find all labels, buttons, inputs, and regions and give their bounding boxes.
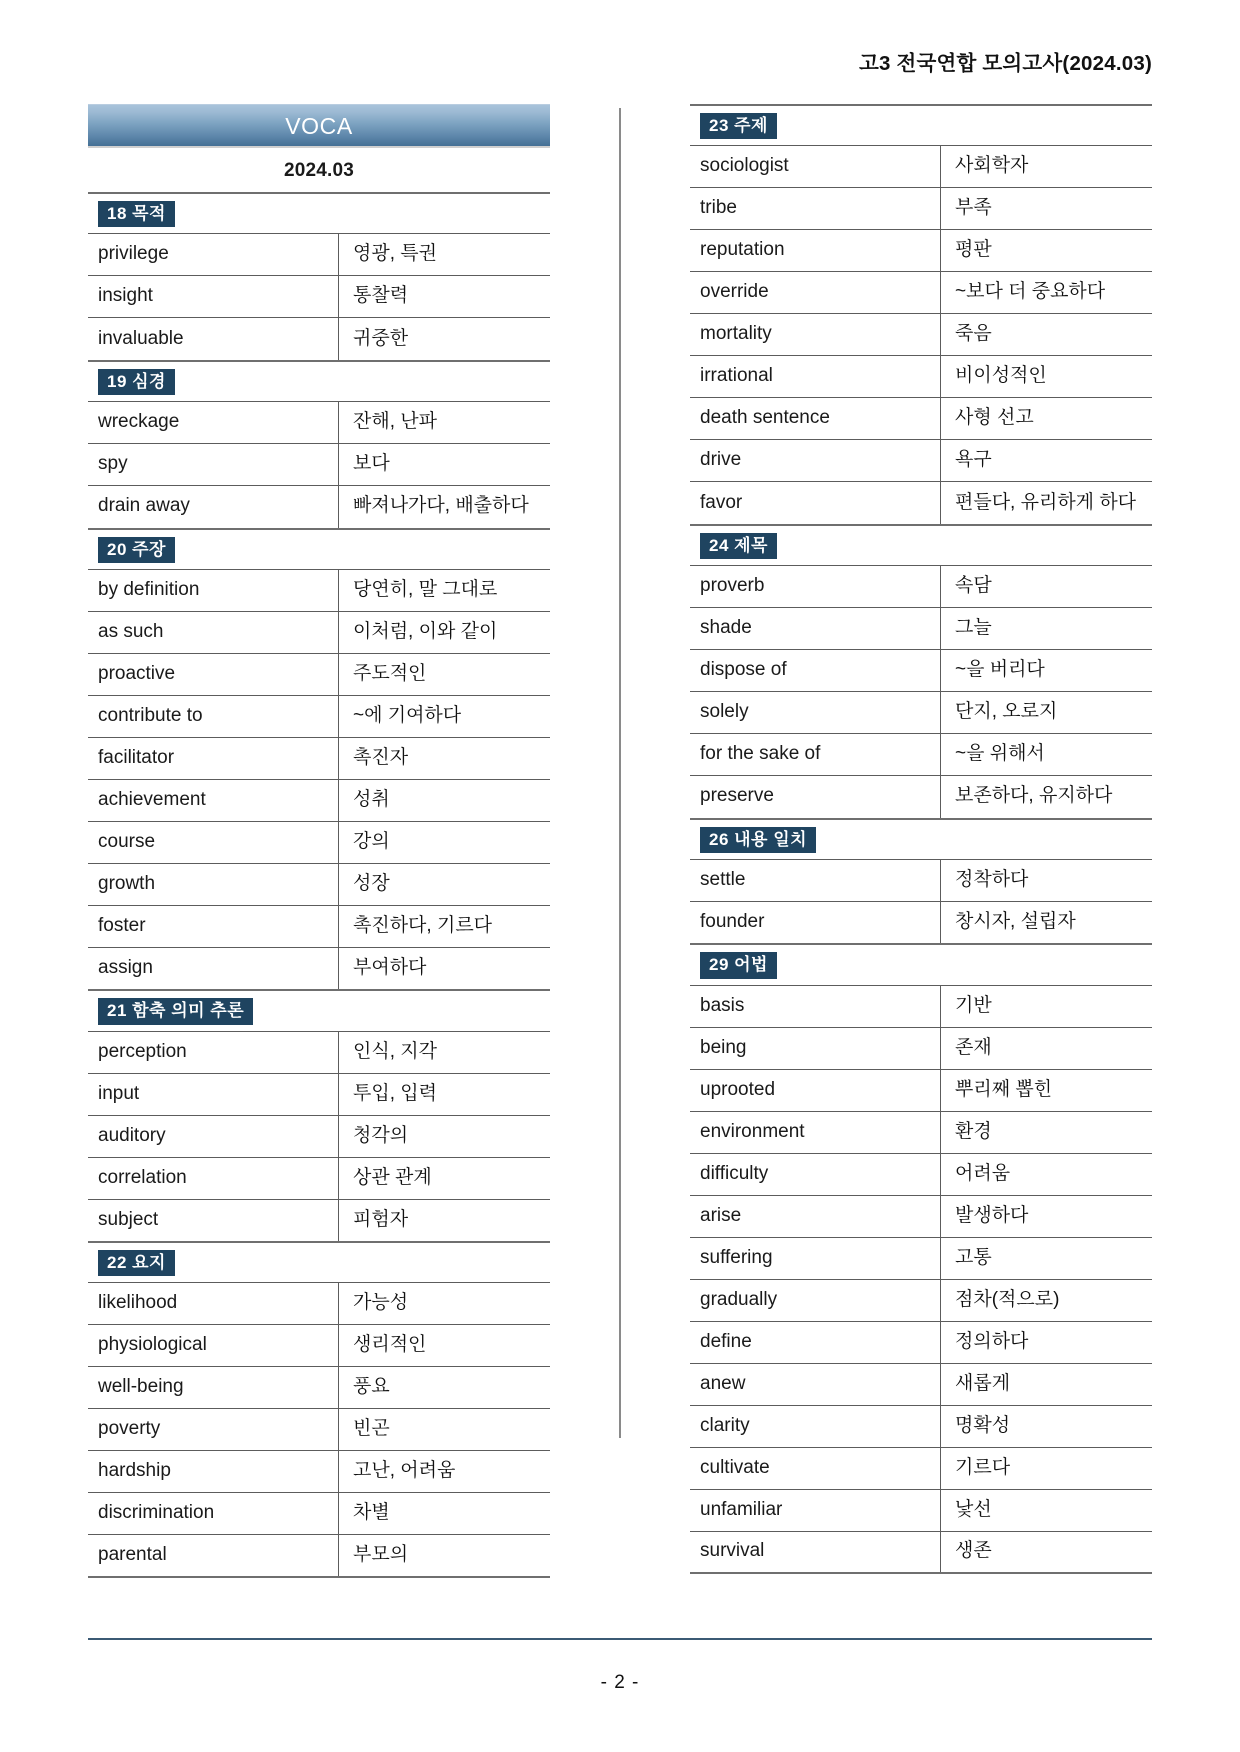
vocab-meaning: 정착하다 — [941, 859, 1153, 901]
vocab-term: mortality — [690, 314, 941, 356]
vocab-meaning: 빠져나가다, 배출하다 — [339, 486, 551, 528]
vocab-term: assign — [88, 947, 339, 989]
vocab-meaning: 정의하다 — [941, 1321, 1153, 1363]
vocab-meaning: 부족 — [941, 188, 1153, 230]
vocab-meaning: 투입, 입력 — [339, 1073, 551, 1115]
table-row — [88, 486, 550, 528]
vocab-term: input — [88, 1073, 339, 1115]
table-row — [690, 1489, 1152, 1531]
vocab-meaning: 어려움 — [941, 1153, 1153, 1195]
section-badge: 22 요지 — [98, 1250, 175, 1276]
running-head: 고3 전국연합 모의고사(2024.03) — [859, 52, 1152, 75]
vocab-term: favor — [690, 482, 941, 524]
section-badge: 19 심경 — [98, 369, 175, 395]
right-sections — [690, 104, 1152, 1574]
vocab-term: auditory — [88, 1115, 339, 1157]
table-row — [88, 444, 550, 486]
section-badge: 20 주장 — [98, 537, 175, 563]
table-row — [88, 1535, 550, 1577]
vocab-term: by definition — [88, 569, 339, 611]
table-row — [690, 356, 1152, 398]
vocab-meaning: 촉진자 — [339, 737, 551, 779]
vocab-term: as such — [88, 611, 339, 653]
vocab-term: uprooted — [690, 1069, 941, 1111]
footer-rule — [88, 1638, 1152, 1640]
vocab-term: insight — [88, 276, 339, 318]
vocab-meaning: 인식, 지각 — [339, 1031, 551, 1073]
vocab-meaning: 명확성 — [941, 1405, 1153, 1447]
vocab-meaning: 영광, 특권 — [339, 234, 551, 276]
vocab-meaning: 청각의 — [339, 1115, 551, 1157]
vocab-meaning: 창시자, 설립자 — [941, 901, 1153, 943]
vocab-meaning: 성장 — [339, 863, 551, 905]
table-row — [88, 1115, 550, 1157]
table-row — [88, 737, 550, 779]
vocab-term: founder — [690, 901, 941, 943]
vocab-term: preserve — [690, 776, 941, 818]
vocab-meaning: 당연히, 말 그대로 — [339, 569, 551, 611]
table-row — [88, 1325, 550, 1367]
section-header — [690, 524, 1152, 565]
vocab-term: gradually — [690, 1279, 941, 1321]
vocab-term: death sentence — [690, 398, 941, 440]
section-header — [88, 989, 550, 1030]
vocab-table — [88, 401, 550, 528]
table-row — [690, 650, 1152, 692]
table-row — [690, 566, 1152, 608]
section-header — [690, 943, 1152, 984]
vocab-meaning: 뿌리째 뽑힌 — [941, 1069, 1153, 1111]
vocab-meaning: 차별 — [339, 1493, 551, 1535]
voca-title: VOCA — [285, 113, 353, 139]
vocab-term: environment — [690, 1111, 941, 1153]
vocab-term: subject — [88, 1199, 339, 1241]
section-block — [88, 528, 550, 990]
section-header — [88, 528, 550, 569]
section-badge: 29 어법 — [700, 952, 777, 978]
vocab-meaning: ~을 버리다 — [941, 650, 1153, 692]
vocab-meaning: 촉진하다, 기르다 — [339, 905, 551, 947]
section-header — [88, 192, 550, 233]
section-badge: 24 제목 — [700, 533, 777, 559]
vocab-meaning: 점차(적으로) — [941, 1279, 1153, 1321]
section-badge: 18 목적 — [98, 201, 175, 227]
vocab-table — [690, 565, 1152, 818]
vocab-term: poverty — [88, 1409, 339, 1451]
vocab-meaning: 고통 — [941, 1237, 1153, 1279]
table-row — [690, 188, 1152, 230]
vocab-meaning: 죽음 — [941, 314, 1153, 356]
vocab-term: for the sake of — [690, 734, 941, 776]
section-header — [88, 1241, 550, 1282]
table-row — [690, 398, 1152, 440]
vocab-term: cultivate — [690, 1447, 941, 1489]
vocab-meaning: 그늘 — [941, 608, 1153, 650]
table-row — [88, 276, 550, 318]
table-row — [690, 608, 1152, 650]
table-row — [690, 272, 1152, 314]
vocab-term: course — [88, 821, 339, 863]
vocab-meaning: ~에 기여하다 — [339, 695, 551, 737]
vocab-meaning: 생리적인 — [339, 1325, 551, 1367]
vocab-term: hardship — [88, 1451, 339, 1493]
left-column — [88, 104, 550, 1578]
page-number: - 2 - — [600, 1672, 640, 1693]
vocab-meaning: 사회학자 — [941, 146, 1153, 188]
vocab-term: override — [690, 272, 941, 314]
table-row — [690, 1531, 1152, 1573]
section-block — [88, 192, 550, 360]
table-row — [690, 859, 1152, 901]
vocab-meaning: 빈곤 — [339, 1409, 551, 1451]
vocab-term: proactive — [88, 653, 339, 695]
section-badge: 23 주제 — [700, 113, 777, 139]
table-row — [690, 1153, 1152, 1195]
table-row — [88, 905, 550, 947]
table-row — [690, 1237, 1152, 1279]
vocab-term: correlation — [88, 1157, 339, 1199]
table-row — [88, 1199, 550, 1241]
section-badge: 21 함축 의미 추론 — [98, 998, 253, 1024]
table-row — [690, 1363, 1152, 1405]
table-row — [88, 234, 550, 276]
table-row — [690, 1027, 1152, 1069]
table-row — [88, 653, 550, 695]
vocab-term: reputation — [690, 230, 941, 272]
table-row — [690, 1405, 1152, 1447]
table-row — [88, 611, 550, 653]
vocab-term: survival — [690, 1531, 941, 1573]
vocab-table — [690, 985, 1152, 1575]
table-row — [690, 440, 1152, 482]
table-row — [690, 230, 1152, 272]
vocab-meaning: 낯선 — [941, 1489, 1153, 1531]
table-row — [88, 1031, 550, 1073]
vocab-term: dispose of — [690, 650, 941, 692]
vocab-meaning: 발생하다 — [941, 1195, 1153, 1237]
vocab-meaning: 강의 — [339, 821, 551, 863]
section-header — [690, 818, 1152, 859]
vocab-term: growth — [88, 863, 339, 905]
vocab-term: facilitator — [88, 737, 339, 779]
vocab-term: being — [690, 1027, 941, 1069]
vocab-term: parental — [88, 1535, 339, 1577]
table-row — [690, 985, 1152, 1027]
table-row — [690, 1195, 1152, 1237]
table-row — [690, 1069, 1152, 1111]
table-row — [690, 1279, 1152, 1321]
table-row — [88, 1157, 550, 1199]
table-row — [690, 776, 1152, 818]
vocab-meaning: 피험자 — [339, 1199, 551, 1241]
table-row — [88, 1367, 550, 1409]
vocab-term: drive — [690, 440, 941, 482]
vocab-term: likelihood — [88, 1283, 339, 1325]
vocab-meaning: 성취 — [339, 779, 551, 821]
section-block — [690, 104, 1152, 524]
vocab-term: physiological — [88, 1325, 339, 1367]
vocab-meaning: 평판 — [941, 230, 1153, 272]
table-row — [88, 569, 550, 611]
vocab-table — [88, 569, 550, 990]
table-row — [88, 863, 550, 905]
vocab-meaning: 사형 선고 — [941, 398, 1153, 440]
column-divider — [619, 108, 621, 1438]
vocab-meaning: 주도적인 — [339, 653, 551, 695]
vocab-table — [88, 1282, 550, 1578]
vocab-meaning: 새롭게 — [941, 1363, 1153, 1405]
vocab-meaning: ~보다 더 중요하다 — [941, 272, 1153, 314]
vocab-term: contribute to — [88, 695, 339, 737]
table-row — [88, 779, 550, 821]
right-column — [690, 104, 1152, 1578]
vocab-term: unfamiliar — [690, 1489, 941, 1531]
vocab-meaning: 생존 — [941, 1531, 1153, 1573]
vocab-term: shade — [690, 608, 941, 650]
vocab-meaning: 환경 — [941, 1111, 1153, 1153]
table-row — [690, 482, 1152, 524]
vocab-term: proverb — [690, 566, 941, 608]
vocab-table — [88, 233, 550, 360]
table-row — [88, 318, 550, 360]
vocab-term: well-being — [88, 1367, 339, 1409]
voca-date: 2024.03 — [283, 160, 355, 181]
vocab-term: arise — [690, 1195, 941, 1237]
table-row — [690, 692, 1152, 734]
vocab-term: drain away — [88, 486, 339, 528]
vocab-term: solely — [690, 692, 941, 734]
vocab-meaning: 이처럼, 이와 같이 — [339, 611, 551, 653]
section-block — [690, 818, 1152, 944]
table-row — [690, 734, 1152, 776]
section-block — [88, 989, 550, 1241]
vocab-term: settle — [690, 859, 941, 901]
section-block — [88, 360, 550, 528]
vocab-meaning: 편들다, 유리하게 하다 — [941, 482, 1153, 524]
vocab-term: wreckage — [88, 402, 339, 444]
two-column-body — [88, 104, 1152, 1578]
vocab-meaning: 단지, 오로지 — [941, 692, 1153, 734]
vocab-term: perception — [88, 1031, 339, 1073]
vocab-term: irrational — [690, 356, 941, 398]
section-header — [690, 104, 1152, 145]
vocab-meaning: 기르다 — [941, 1447, 1153, 1489]
left-sections — [88, 192, 550, 1578]
vocab-term: define — [690, 1321, 941, 1363]
column-gap — [550, 104, 690, 1578]
vocab-meaning: 보다 — [339, 444, 551, 486]
table-row — [690, 314, 1152, 356]
table-row — [88, 402, 550, 444]
section-badge: 26 내용 일치 — [700, 827, 816, 853]
table-row — [690, 1111, 1152, 1153]
vocab-meaning: 통찰력 — [339, 276, 551, 318]
vocab-term: difficulty — [690, 1153, 941, 1195]
vocab-term: suffering — [690, 1237, 941, 1279]
voca-title-bar — [88, 104, 550, 148]
vocab-meaning: 부여하다 — [339, 947, 551, 989]
vocab-meaning: 보존하다, 유지하다 — [941, 776, 1153, 818]
vocab-table — [690, 145, 1152, 524]
table-row — [88, 1451, 550, 1493]
vocab-term: foster — [88, 905, 339, 947]
table-row — [690, 901, 1152, 943]
vocab-meaning: 비이성적인 — [941, 356, 1153, 398]
vocab-meaning: 상관 관계 — [339, 1157, 551, 1199]
table-row — [88, 1409, 550, 1451]
section-block — [88, 1241, 550, 1578]
vocab-term: discrimination — [88, 1493, 339, 1535]
vocab-term: sociologist — [690, 146, 941, 188]
vocab-meaning: 귀중한 — [339, 318, 551, 360]
vocab-term: achievement — [88, 779, 339, 821]
vocab-term: tribe — [690, 188, 941, 230]
table-row — [88, 1073, 550, 1115]
table-row — [88, 821, 550, 863]
vocab-meaning: ~을 위해서 — [941, 734, 1153, 776]
vocab-term: basis — [690, 985, 941, 1027]
table-row — [88, 1493, 550, 1535]
vocab-term: privilege — [88, 234, 339, 276]
vocab-meaning: 잔해, 난파 — [339, 402, 551, 444]
vocab-meaning: 속담 — [941, 566, 1153, 608]
vocab-meaning: 가능성 — [339, 1283, 551, 1325]
vocab-term: anew — [690, 1363, 941, 1405]
section-block — [690, 524, 1152, 818]
vocab-table — [690, 859, 1152, 944]
vocab-meaning: 기반 — [941, 985, 1153, 1027]
vocab-table — [88, 1031, 550, 1242]
section-header — [88, 360, 550, 401]
vocab-meaning: 욕구 — [941, 440, 1153, 482]
vocab-term: invaluable — [88, 318, 339, 360]
vocab-term: clarity — [690, 1405, 941, 1447]
table-row — [88, 1283, 550, 1325]
table-row — [88, 947, 550, 989]
table-row — [690, 1447, 1152, 1489]
vocab-meaning: 고난, 어려움 — [339, 1451, 551, 1493]
vocab-meaning: 존재 — [941, 1027, 1153, 1069]
section-block — [690, 943, 1152, 1574]
table-row — [690, 1321, 1152, 1363]
table-row — [88, 695, 550, 737]
vocab-meaning: 풍요 — [339, 1367, 551, 1409]
vocab-term: spy — [88, 444, 339, 486]
vocab-meaning: 부모의 — [339, 1535, 551, 1577]
table-row — [690, 146, 1152, 188]
